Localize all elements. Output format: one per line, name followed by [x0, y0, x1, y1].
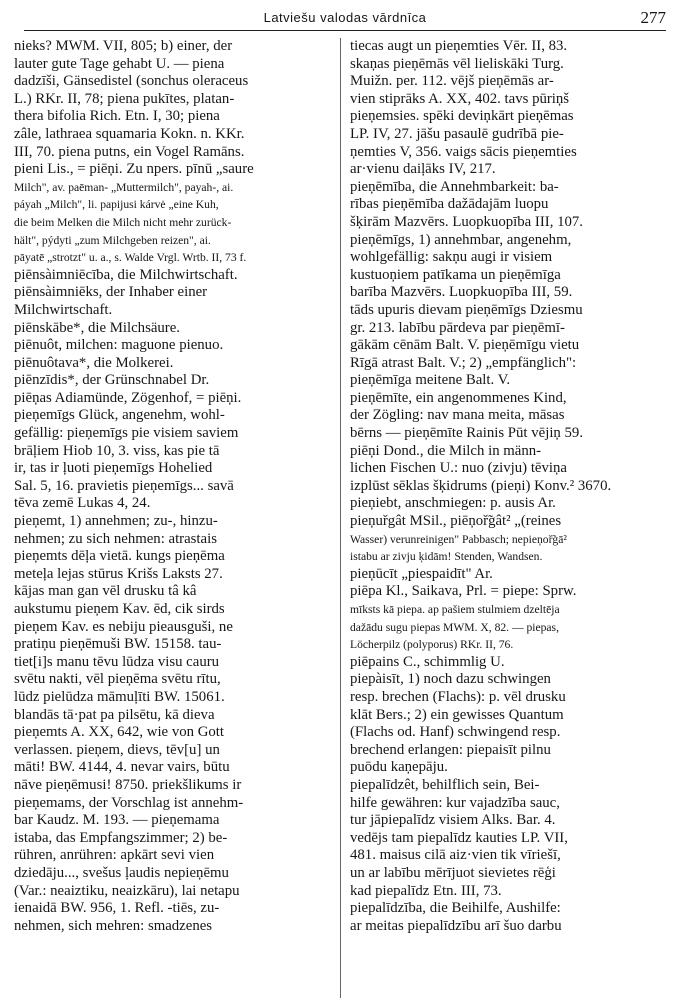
entry-line: šķirām Mazvērs. Luopkuopība III, 107. [350, 213, 583, 230]
entry-line: wohlgefällig: sakņu augi ir visiem [350, 249, 553, 266]
entry-line: nehmen, sich mehren: smadzenes [14, 917, 213, 934]
entry-line: Sal. 5, 16. pravietis pieņemīgs... savā [14, 477, 234, 494]
entry-line: vedējs tam piepalīdz kauties LP. VII, [350, 829, 568, 846]
entry-line: zâle, lathraea squamaria Kokn. n. KKr. [14, 125, 245, 142]
entry-line: pieņem Kav. es nebiju pieausguši, ne [14, 618, 233, 635]
entry-line: pieņemts dēļa vietā. kungs pieņēma [14, 548, 225, 565]
entry-line: (Var.: neaiztiku, neaizkāru), lai netapu [14, 882, 240, 899]
entry-line: gākām cēnām Balt. V. pieņēmīgu vietu [350, 337, 580, 354]
left-column [14, 38, 329, 935]
entry-line: pieņūcīt „piespaidīt" Ar. [350, 565, 493, 582]
entry-line: die beim Melken die Milch nicht mehr zurück- [14, 215, 232, 229]
entry-line: istaba, das Empfangszimmer; 2) be- [14, 829, 228, 846]
page-number: 277 [640, 8, 666, 27]
entry-line: piēnsàimniēks, der Inhaber einer [14, 284, 208, 301]
entry-line: piēnsàimniēcība, die Milchwirtschaft. [14, 266, 238, 283]
entry-line: Löcherpilz (polyporus) RKr. II, 76. [350, 638, 514, 652]
entry-line: klāt Bers.; 2) ein gewisses Quantum [350, 706, 564, 723]
entry-line: L.) RKr. II, 78; piena pukītes, platan- [14, 90, 235, 107]
entry-line: tiecas augt un pieņemties Vēr. II, 83. [350, 38, 568, 54]
entry-line: kājas man gan vēl drusku tâ kâ [14, 583, 197, 600]
entry-line: un ar labību mērījuot sievietes rēģi [350, 864, 556, 881]
page-header [24, 4, 666, 31]
entry-line: skaņas pieņēmās vēl lieliskāki Turg. [350, 55, 564, 72]
entry-line: pieņēmība, die Annehmbarkeit: ba- [350, 178, 559, 195]
entry-line: piēnskābe*, die Milchsäure. [14, 319, 181, 336]
entry-line: thera bifolia Rich. Etn. I, 30; piena [14, 108, 220, 125]
entry-line: kad piepalīdz Etn. III, 73. [350, 882, 502, 899]
entry-line: ņemties V, 356. vaigs sācis pieņemties [350, 143, 577, 160]
entry-line: ienaidā BW. 956, 1. Refl. -tiēs, zu- [14, 900, 220, 917]
entry-line: kustuoņiem patīkama un pieņēmīga [350, 266, 561, 283]
entry-line: mīksts kā piepa. ap pašiem stulmiem dzeltēja [350, 603, 560, 616]
entry-line: bērns — pieņēmīte Rainis Pūt vējiņ 59. [350, 425, 584, 442]
entry-line: tur jāpiepalīdz visiem Alks. Bar. 4. [350, 812, 556, 829]
entry-line: gefällig: pieņemīgs pie visiem saviem [14, 425, 239, 442]
entry-line: Milchwirtschaft. [14, 301, 113, 318]
entry-line: rības pieņēmība dažādajām luopu [350, 196, 549, 213]
entry-line: hilfe gewähren: kur vajadzība sauc, [350, 794, 560, 811]
entry-line: brechend erlangen: piepaisīt pilnu [350, 741, 551, 758]
entry-line: meteļa lejas stūrus Krišs Laksts 27. [14, 565, 223, 582]
entry-line: piēnzīdis*, der Grünschnabel Dr. [14, 372, 210, 389]
entry-line: hält", pýdyti „zum Milchgeben reizen", ai. [14, 233, 211, 247]
entry-line: brāļiem Hiob 10, 3. viss, kas pie tā [14, 442, 220, 459]
entry-line: vien stiprāks A. XX, 402. tavs pūriņš [350, 90, 570, 107]
running-title: Latviešu valodas vārdnīca [263, 10, 427, 25]
entry-line: piepalīdzêt, behilflich sein, Bei- [350, 776, 540, 793]
entry-line: piēpains C., schimmlig U. [350, 653, 505, 670]
entry-line: piepalīdzība, die Beihilfe, Aushilfe: [350, 900, 561, 917]
entry-line: lūdz pielūdza māmuļīti BW. 15061. [14, 688, 225, 705]
entry-line: lichen Fischen U.: nuo (zivju) tēviņa [350, 460, 567, 477]
entry-line: pieņēmīte, ein angenommenes Kind, [350, 389, 567, 406]
entry-line: gr. 213. labību pārdeva par pieņēmī- [350, 319, 565, 336]
entry-line: pieņuřgât MSil., piēņoř̃gât² „(reines [350, 513, 562, 530]
entry-line: verlassen. pieņem, dievs, tēv[u] un [14, 741, 220, 758]
entry-line: piēnuôt, milchen: maguone pienuo. [14, 337, 224, 354]
entry-line: pieņemīgs Glück, angenehm, wohl- [14, 407, 225, 424]
entry-line: pieņemts A. XX, 642, wie von Gott [14, 724, 225, 741]
entry-line: nehmen; zu sich nehmen: atrastais [14, 530, 217, 547]
entry-line: resp. brechen (Flachs): p. vēl drusku [350, 688, 566, 705]
entry-line: barība Mazvērs. Luopkuopība III, 59. [350, 284, 573, 301]
entry-line: bar Kaudz. M. 193. — pieņemama [14, 812, 220, 829]
entry-line: tēva zemē Lukas 4, 24. [14, 495, 151, 512]
entry-line: pieņēmīgs, 1) annehmbar, angenehm, [350, 231, 572, 248]
entry-line: aukstumu pieņem Kav. ēd, cik sirds [14, 601, 225, 617]
entry-line: ir, tas ir ļuoti pieņemīgs Hohelied [14, 460, 213, 477]
entry-line: izplūst sēklas šķidrums (pieņi) Konv.² 3670. [350, 477, 612, 494]
entry-line: dažādu sugu piepas MWM. X, 82. — piepas, [350, 620, 559, 634]
entry-line: pieni Lis., = piēņi. Zu npers. pīnū „saure [14, 161, 254, 178]
entry-line: der Zögling: nav mana meita, māsas [350, 407, 565, 424]
entry-line: ar meitas piepalīdzību arī šuo darbu [350, 917, 562, 934]
entry-line: (Flachs od. Hanf) schwingend resp. [350, 724, 561, 741]
entry-line: dziedāju..., svešus ļaudis nepieņēmu [14, 864, 229, 881]
entry-line: páyah „Milch", li. papijusi kárvė „eine Kuh, [14, 198, 219, 212]
entry-line: blandās tā·pat pa pilsētu, kā dieva [14, 706, 215, 723]
entry-line: piepàisīt, 1) noch dazu schwingen [350, 671, 551, 688]
entry-line: puōdu kaņepāju. [350, 759, 448, 776]
entry-line: Milch", av. paēman- „Muttermilch", payah-, ai. [14, 180, 234, 194]
entry-line: ar·vienu daiļāks IV, 217. [350, 161, 496, 178]
entry-line: 481. maisus cilā aiz·vien tik vīriešī, [350, 847, 561, 864]
entry-line: rühren, anrühren: apkārt sevi vien [14, 847, 215, 864]
entry-line: lauter gute Tage gehabt U. — piena [14, 55, 225, 72]
entry-line: pieņēmīga meitene Balt. V. [350, 372, 511, 389]
entry-line: piēpa Kl., Saikava, Prl. = piepe: Sprw. [350, 583, 577, 600]
entry-line: tiet[i]s manu tēvu lūdza visu cauru [14, 653, 220, 670]
entry-line: pieņemsies. spēki deviņkārt pieņēmas [350, 108, 574, 125]
entry-line: pieņemams, der Vorschlag ist annehm- [14, 794, 244, 811]
entry-line: svētu nakti, vēl pieņēma svētu rītu, [14, 671, 221, 688]
entry-line: LP. IV, 27. jāšu pasaulē gudrībā pie- [350, 125, 564, 142]
right-column [350, 38, 665, 935]
entry-line: piēņas Adiamünde, Zögenhof, = piēņi. [14, 389, 242, 406]
entry-line: III, 70. piena putns, ein Vogel Ramāns. [14, 143, 245, 160]
entry-line: māti! BW. 4144, 4. nevar vairs, būtu [14, 759, 230, 776]
entry-line: pieņemt, 1) annehmen; zu-, hinzu- [14, 513, 218, 530]
entry-line: istabu ar zivju ķidām! Stenden, Wandsen. [350, 550, 543, 564]
entry-line: piēnuôtava*, die Molkerei. [14, 354, 174, 371]
entry-line: dadzīši, Gänsedistel (sonchus oleraceus [14, 73, 249, 90]
entry-line: Muižn. per. 112. vējš pieņēmās ar- [350, 73, 554, 90]
entry-line: pieņiebt, anschmiegen: p. ausis Ar. [350, 495, 556, 512]
entry-line: Wasser) verunreinigen" Pabbasch; nepieņoř̃gā² [350, 532, 567, 546]
entry-line: pratiņu pieņēmuši BW. 15158. tau- [14, 636, 222, 653]
entry-line: tāds upuris dievam pieņēmīgs Dziesmu [350, 301, 583, 318]
entry-line: pāyatē „strotzt" u. a., s. Walde Vrgl. Wrtb. II, 73 f. [14, 251, 247, 265]
entry-line: nāve pieņēmusi! 8750. priekšlikums ir [14, 776, 242, 793]
column-divider [340, 38, 341, 998]
entry-line: Rīgā atrast Balt. V.; 2) „empfänglich": [350, 354, 577, 371]
entry-line: nieks? MWM. VII, 805; b) einer, der [14, 38, 233, 54]
entry-line: piēņi Dond., die Milch in männ- [350, 442, 542, 459]
